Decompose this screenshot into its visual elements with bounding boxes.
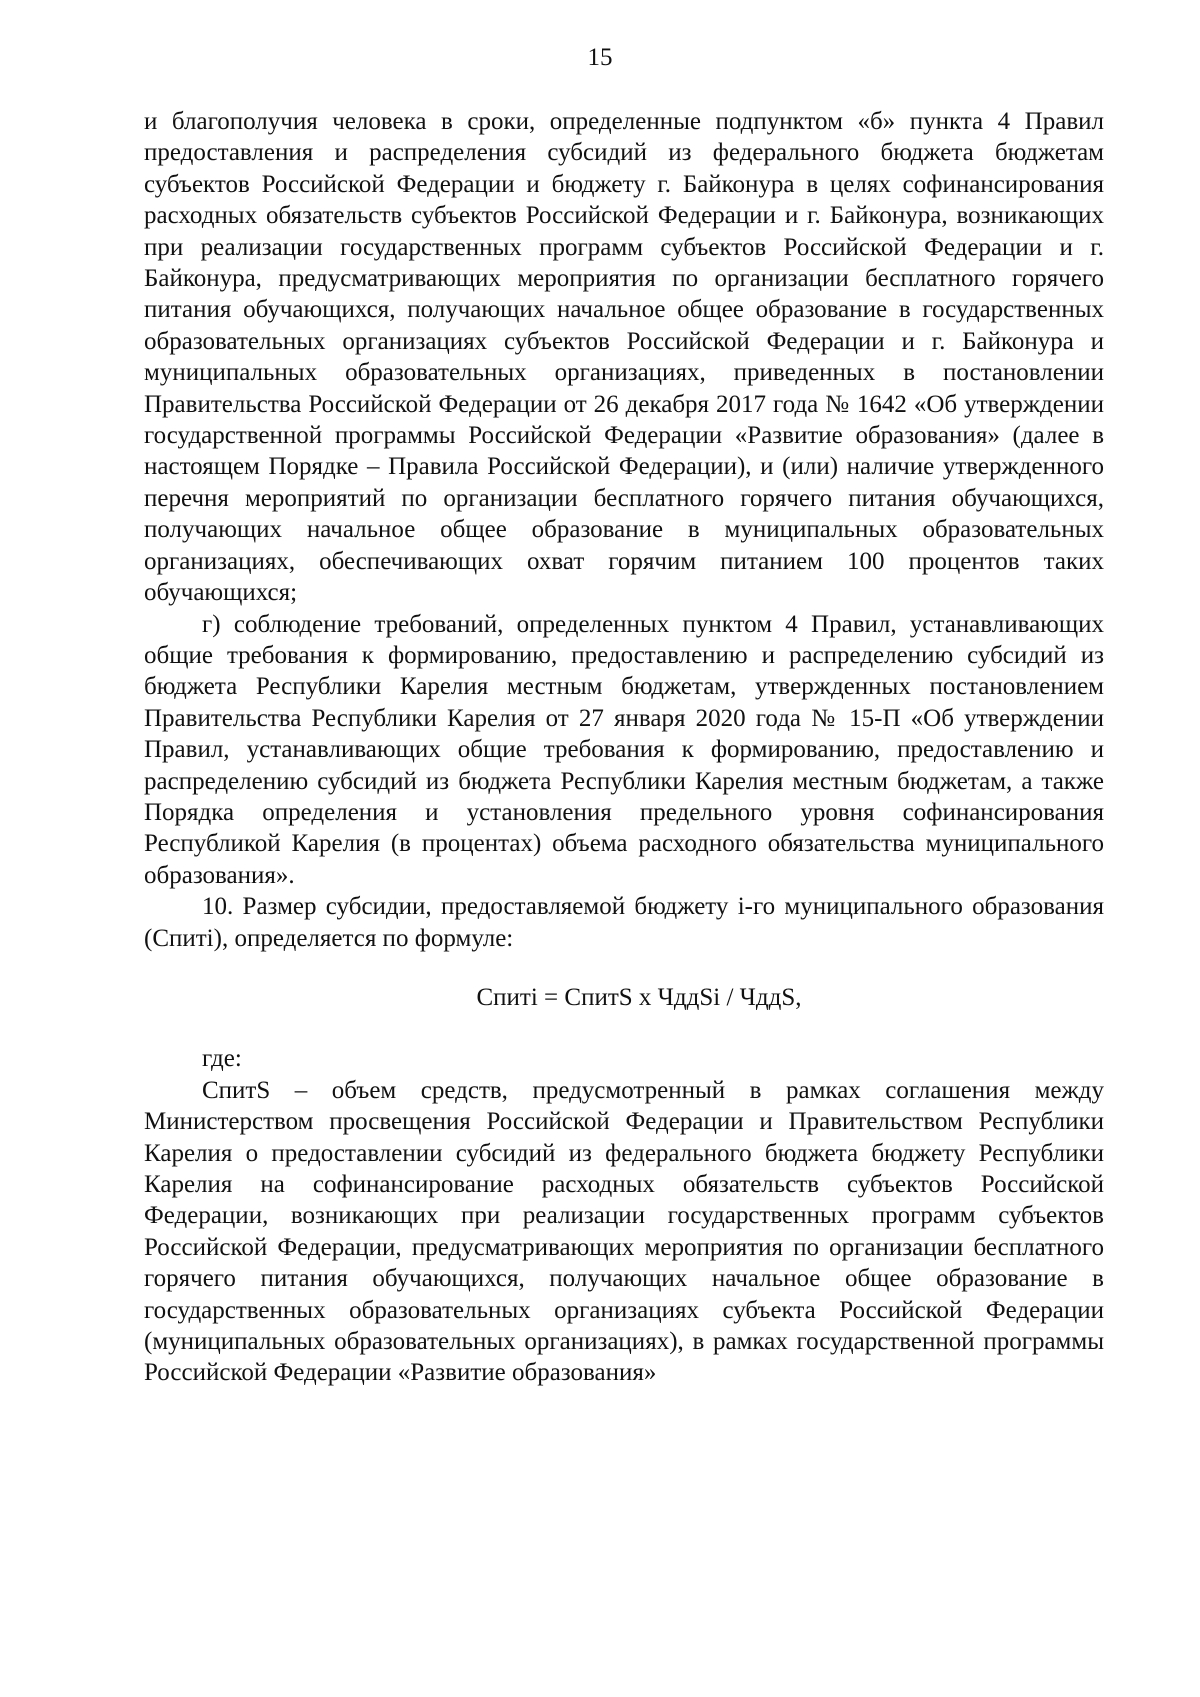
paragraph-item-10: 10. Размер субсидии, предоставляемой бюджету i-го муниципального образования (Спитi), определяется по формуле: (144, 893, 1104, 952)
paragraph-continuation: и благополучия человека в сроки, определенные подпунктом «б» пункта 4 Правил предоставления и распределения субсидий из федерального бюджета бюджетам субъектов Российской Федерации и бюджету г. Байконура в целях софинансирования расходных обязательств субъектов Российской Федерации и г. Байконура, возникающих при реализации государственных программ субъектов Российской Федерации и г. Байконура, предусматривающих мероприятия по организации бесплатного горячего питания обучающихся, получающих начальное общее образование в государственных образовательных организациях субъектов Российской Федерации и г. Байконура и муниципальных образовательных организациях, приведенных в постановлении Правительства Российской Федерации от 26 декабря 2017 года № 1642 «Об утверждении государственной программы Российской Федерации «Развитие образования» (далее в настоящем Порядке – Правила Российской Федерации), и (или) наличие утвержденного перечня мероприятий по организации бесплатного горячего питания обучающихся, получающих начальное общее образование в муниципальных образовательных организациях, обеспечивающих охват горячим питанием 100 процентов таких обучающихся; (144, 108, 1104, 607)
paragraph-definition-spits: СпитS – объем средств, предусмотренный в рамках соглашения между Министерством просвещения Российской Федерации и Правительством Республики Карелия о предоставлении субсидий из федерального бюджета бюджету Республики Карелия на софинансирование расходных обязательств субъектов Российской Федерации, возникающих при реализации государственных программ субъектов Российской Федерации, предусматривающих мероприятия по организации бесплатного горячего питания обучающихся, получающих начальное общее образование в государственных образовательных организациях субъекта Российской Федерации (муниципальных образовательных организациях), в рамках государственной программы Российской Федерации «Развитие образования» (144, 1076, 1104, 1387)
page-number: 15 (587, 44, 613, 71)
document-body (144, 106, 1104, 1389)
formula-where-label: где: (202, 1045, 242, 1073)
formula: Спитi = СпитS х ЧддSi / ЧддS, (476, 983, 802, 1011)
paragraph-item-g: г) соблюдение требований, определенных пунктом 4 Правил, устанавливающих общие требования к формированию, предоставлению и распределению субсидий из бюджета Республики Карелия местным бюджетам, утвержденных постановлением Правительства Республики Карелия от 27 января 2020 года № 15-П «Об утверждении Правил, устанавливающих общие требования к формированию, предоставлению и распределению субсидий из бюджета Республики Карелия местным бюджетам, а также Порядка определения и установления предельного уровня софинансирования Республикой Карелия (в процентах) объема расходного обязательства муниципального образования». (144, 610, 1104, 889)
